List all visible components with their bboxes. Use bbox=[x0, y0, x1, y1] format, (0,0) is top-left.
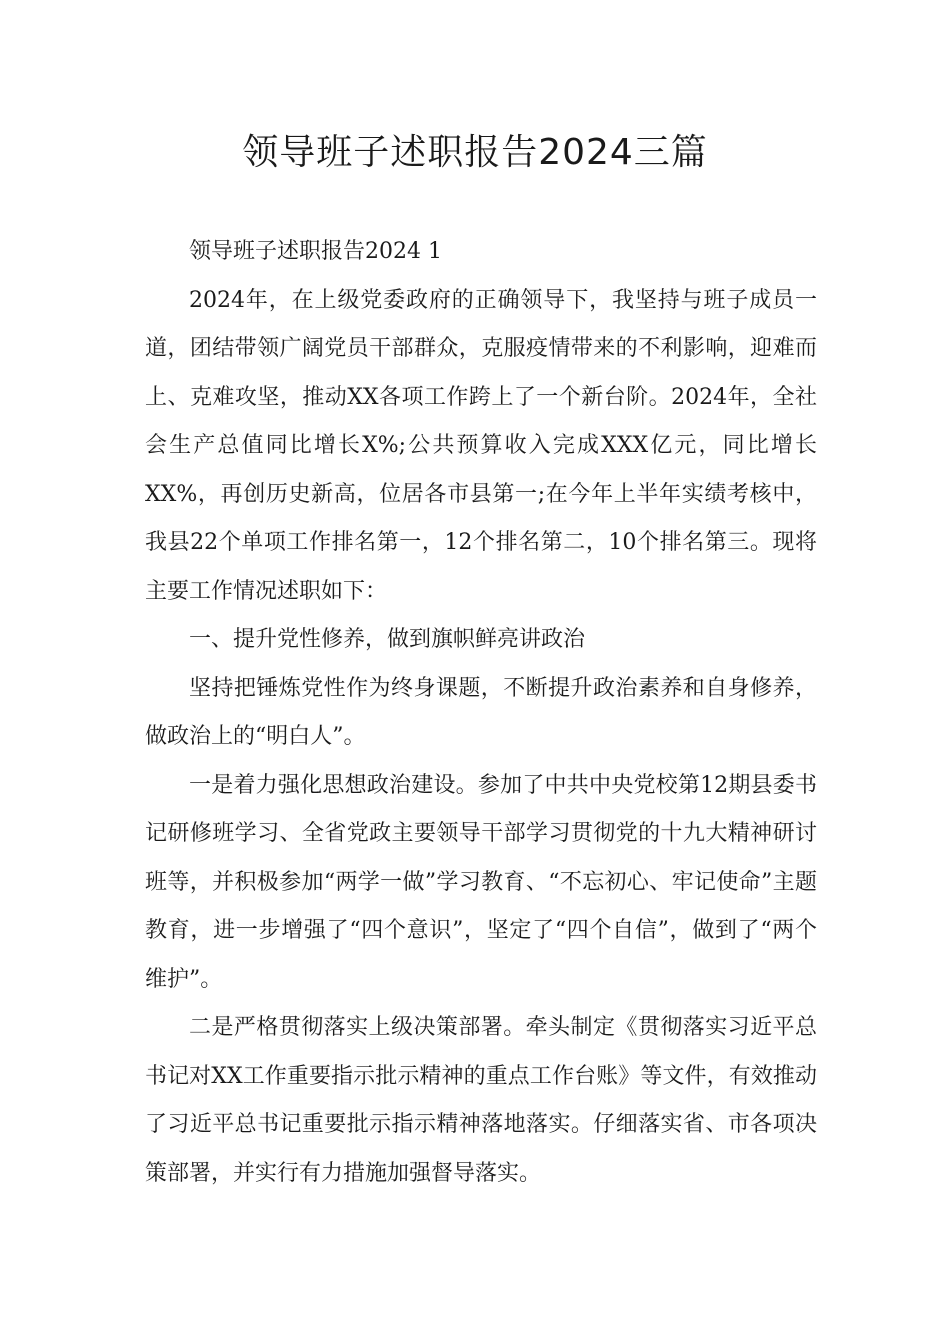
document-title: 领导班子述职报告2024三篇 bbox=[242, 132, 708, 173]
paragraph-point-one: 一是着力强化思想政治建设。参加了中共中央党校第12期县委书记研修班学习、全省党政主要领导干部学习贯彻党的十九大精神研讨班等，并积极参加“两学一做”学习教育、“不忘初心、牢记使命”主题教育，进一步增强了“四个意识”，坚定了“四个自信”，做到了“两个维护”。 bbox=[145, 772, 817, 992]
paragraph-party-spirit: 坚持把锤炼党性作为终身课题，不断提升政治素养和自身修养，做政治上的“明白人”。 bbox=[145, 675, 817, 749]
section-heading-report-1: 领导班子述职报告2024 1 bbox=[189, 239, 442, 264]
paragraph-point-two: 二是严格贯彻落实上级决策部署。牵头制定《贯彻落实习近平总书记对XX工作重要指示批示精神的重点工作台账》等文件，有效推动了习近平总书记重要批示指示精神落地落实。仔细落实省、市各项决策部署，并实行有力措施加强督导落实。 bbox=[145, 1015, 817, 1186]
paragraph-intro: 2024年，在上级党委政府的正确领导下，我坚持与班子成员一道，团结带领广阔党员干部群众，克服疫情带来的不利影响，迎难而上、克难攻坚，推动XX各项工作跨上了一个新台阶。2024年，全社会生产总值同比增长X%;公共预算收入完成XXX亿元，同比增长XX%，再创历史新高，位居各市县第一;在今年上半年实绩考核中，我县22个单项工作排名第一，12个排名第二，10个排名第三。现将主要工作情况述职如下： bbox=[145, 287, 817, 604]
document-body bbox=[145, 228, 817, 1198]
section-heading-1: 一、提升党性修养，做到旗帜鲜亮讲政治 bbox=[189, 627, 586, 652]
